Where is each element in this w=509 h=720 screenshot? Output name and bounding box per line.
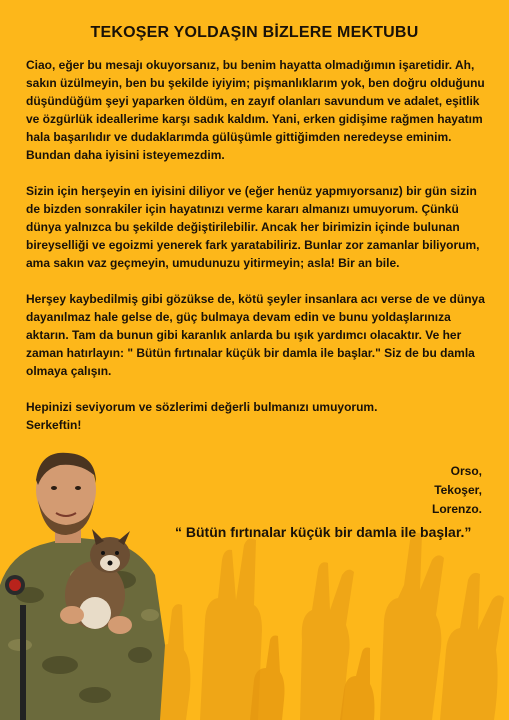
signature-line: Tekoşer, bbox=[434, 483, 482, 497]
letter-paragraph: Herşey kaybedilmiş gibi gözükse de, kötü şeyler insanlara acı verse de ve dünya dayanılmaz hale gelse de, güç bulmaya devam edin ve bunu yoldaşlarınıza aktarın. Tam da bunun gibi karanlık anlarda bu ışık yardımcı olacaktır. Ve her zaman hatırlayın: " Bütün fırtınalar küçük bir damla ile başlar." Siz de bu damla olmaya çalışın. bbox=[26, 292, 485, 378]
letter-paragraph: Hepinizi seviyorum ve sözlerimi değerli bulmanızı umuyorum. bbox=[26, 400, 378, 414]
letter-paragraph: Ciao, eğer bu mesajı okuyorsanız, bu benim hayatta olmadığımın işaretidir. Ah, sakın üzülmeyin, ben bu şekilde iyiyim; pişmanlıklarım yok, ben doğru olduğunu düşündüğüm şeyi yaparken öldüm, en zayıf olanları savundum ve adalet, eşitlik ve özgürlük ideallerime karşı sadık kaldım. Yani, erken gidişime rağmen hayatım hala başarılıdır ve dudaklarımda gülüşümle gittiğimden neredeyse eminim. Bundan daha iyisini isteyemezdim. bbox=[26, 58, 485, 162]
portrait-photo bbox=[0, 445, 175, 720]
letter-body bbox=[26, 56, 486, 434]
page-title: TEKOŞER YOLDAŞIN BİZLERE MEKTUBU bbox=[90, 24, 419, 41]
signature bbox=[432, 462, 482, 519]
signature-line: Orso, bbox=[450, 464, 482, 478]
signature-line: Lorenzo. bbox=[432, 502, 482, 516]
letter-paragraph: Sizin için herşeyin en iyisini diliyor ve (eğer henüz yapmıyorsanız) bir gün sizin de bizden sonrakiler için hayatınızı verme kararı almanızı umuyorum. Çünkü dünya yalnızca bu şekilde değiştirilebilir. Ancak her birimizin içinde bulunan bireyselliği ve egoizmi yenerek fark yaratabiliriz. Bunlar zor zamanlar biliyorum, ama sakın vaz geçmeyin, umudunuzu yitirmeyin; asla! Bir an bile. bbox=[26, 184, 480, 270]
quote-text: “ Bütün fırtınalar küçük bir damla ile başlar.” bbox=[175, 524, 472, 540]
letter-closing: Serkeftin! bbox=[26, 418, 82, 432]
